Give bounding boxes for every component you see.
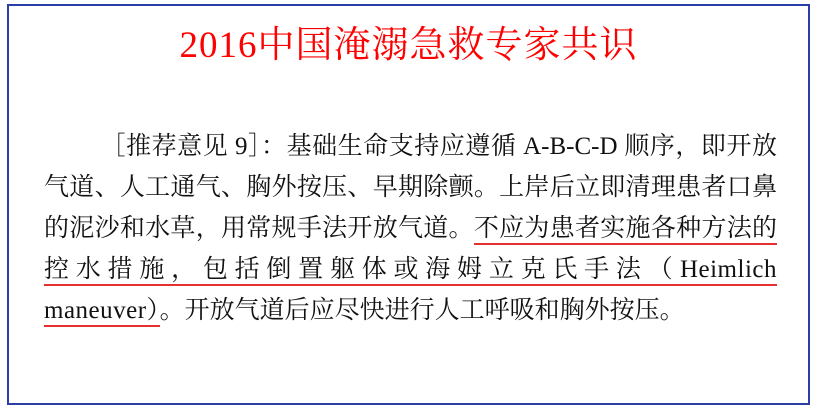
paragraph-lead: ［推荐意见 9］：基础生命支持应遵循 A-B-C-D 顺序，即开放气道、人工通气、胸外按压、早期除颤。上岸后立即清理患者口鼻的泥沙和水草，用常规手法开放气道。 <box>44 133 777 242</box>
paragraph-tail: 。开放气道后应尽快进行人工呼吸和胸外按压。 <box>159 297 685 324</box>
paragraph-emphasis-latin: （Heimlich maneuver） <box>44 256 777 327</box>
body-text-block <box>44 126 777 331</box>
paragraph-emphasis: 不应为患者实施各种方法的控水措施，包括倒置躯体或海姆立克氏手法 <box>44 215 777 286</box>
page-title: 2016中国淹溺急救专家共识 <box>179 25 638 66</box>
recommendation-paragraph <box>44 126 777 331</box>
